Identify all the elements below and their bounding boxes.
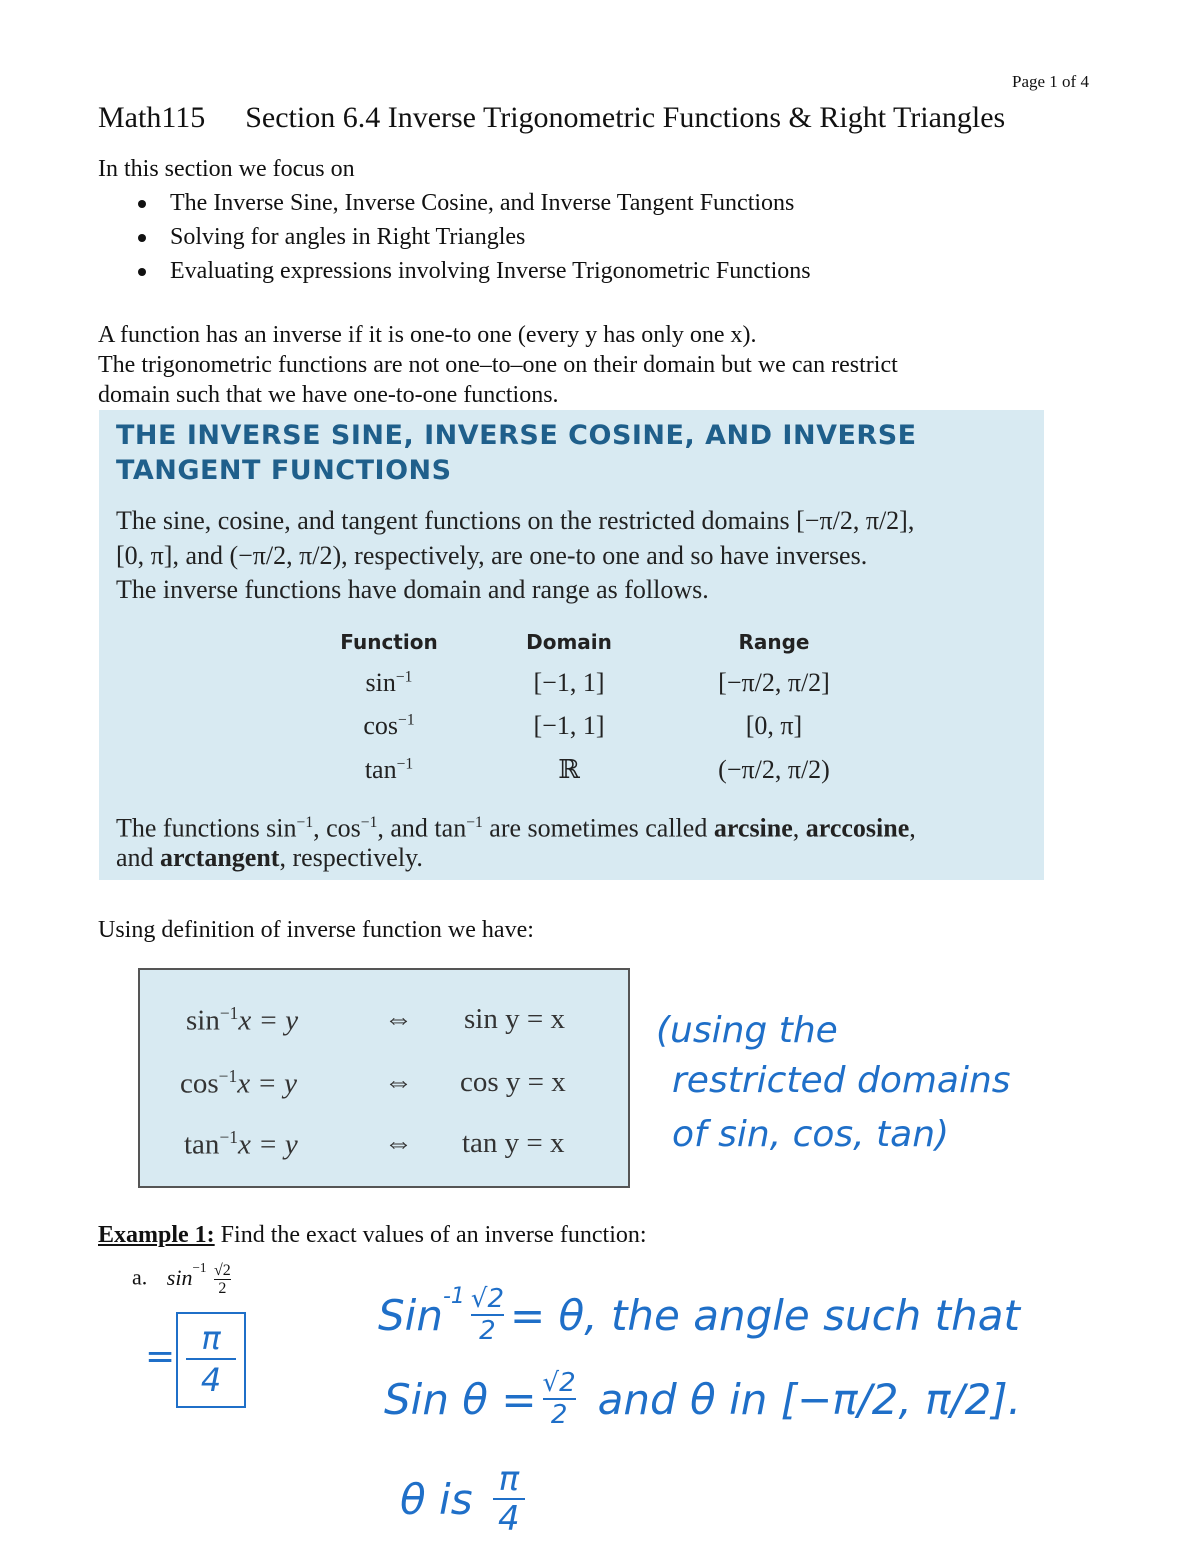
page-title: [98, 101, 1005, 135]
table-cell-domain: [−1, 1]: [533, 711, 605, 740]
list-item: Evaluating expressions involving Inverse Trigonometric Functions: [136, 254, 811, 288]
focus-list: [136, 186, 811, 288]
paragraph-line: domain such that we have one-to-one functions.: [98, 382, 559, 408]
list-item: The Inverse Sine, Inverse Cosine, and Inverse Tangent Functions: [136, 186, 811, 220]
table-cell-range: (−π/2, π/2): [718, 755, 830, 784]
equivalence-right: cos y = x: [460, 1066, 566, 1098]
definition-line: The inverse functions have domain and range as follows.: [116, 575, 709, 604]
equivalence-box: [138, 968, 630, 1188]
table-header-range: Range: [738, 630, 810, 654]
example-part-a: a. $\sin^{-1}$ $\frac{√2}{2}$: [132, 1260, 231, 1297]
table-cell-function: $\tan^{-1}$: [364, 755, 414, 784]
equivalence-left: $\sin^{-1}x = y$: [186, 1003, 299, 1037]
table-cell-domain: ℝ: [558, 755, 580, 784]
equivalence-left: $\cos^{-1}x = y$: [180, 1066, 297, 1100]
equivalence-right: tan y = x: [462, 1127, 565, 1159]
equivalence-left: $\tan^{-1}x = y$: [184, 1127, 298, 1161]
table-cell-function: $\sin^{-1}$: [365, 668, 413, 697]
paragraph-line: A function has an inverse if it is one-to one (every y has only one x).: [98, 322, 757, 348]
table-cell-range: [0, π]: [745, 711, 803, 740]
iff-arrow: ⇔: [384, 1127, 413, 1159]
definition-note: The functions $\sin^{-1}$, $\cos^{-1}$, and $\tan^{-1}$ are sometimes called arcsine, arccosine,: [116, 813, 916, 843]
table-header-function: Function: [340, 630, 438, 654]
page-number: Page 1 of 4: [1012, 72, 1089, 91]
intro-text: In this section we focus on: [98, 156, 355, 182]
section-title: Section 6.4 Inverse Trigonometric Functions & Right Triangles: [245, 101, 1006, 134]
table-cell-domain: [−1, 1]: [533, 668, 605, 697]
definition-line: [0, π], and (−π/2, π/2), respectively, are one-to one and so have inverses.: [116, 541, 868, 570]
handwritten-note-line: restricted domains: [672, 1060, 1011, 1101]
definition-box: [99, 410, 1044, 880]
example-1-heading: Example 1: Find the exact values of an inverse function:: [98, 1222, 647, 1248]
iff-arrow: ⇔: [384, 1003, 413, 1035]
handwritten-solution-line: Sin $^{-1}$ $\frac{√2}{2}$ = θ, the angle such that: [378, 1284, 1020, 1346]
list-item: Solving for angles in Right Triangles: [136, 220, 811, 254]
handwritten-solution-line: θ is π 4: [400, 1460, 525, 1538]
table-cell-range: [−π/2, π/2]: [718, 668, 830, 697]
using-definition-text: Using definition of inverse function we have:: [98, 917, 534, 943]
handwritten-equals: =: [145, 1336, 176, 1377]
definition-line: The sine, cosine, and tangent functions on the restricted domains [−π/2, π/2],: [116, 506, 915, 535]
handwritten-answer-box: π 4: [176, 1312, 246, 1408]
handwritten-solution-line: Sin θ = $\frac{√2}{2}$ and θ in [−π/2, π/2].: [384, 1368, 1022, 1430]
table-header-domain: Domain: [526, 630, 612, 654]
handwritten-note-line: (using the: [656, 1010, 838, 1051]
paragraph-line: The trigonometric functions are not one–to–one on their domain but we can restrict: [98, 352, 898, 378]
table-cell-function: $\cos^{-1}$: [363, 711, 415, 740]
definition-heading: THE INVERSE SINE, INVERSE COSINE, AND INVERSE TANGENT FUNCTIONS: [116, 420, 917, 486]
iff-arrow: ⇔: [384, 1066, 413, 1098]
equivalence-right: sin y = x: [464, 1003, 565, 1035]
definition-note: and arctangent, respectively.: [116, 843, 423, 872]
course-code: Math115: [98, 101, 206, 134]
handwritten-note-line: of sin, cos, tan): [672, 1114, 950, 1155]
